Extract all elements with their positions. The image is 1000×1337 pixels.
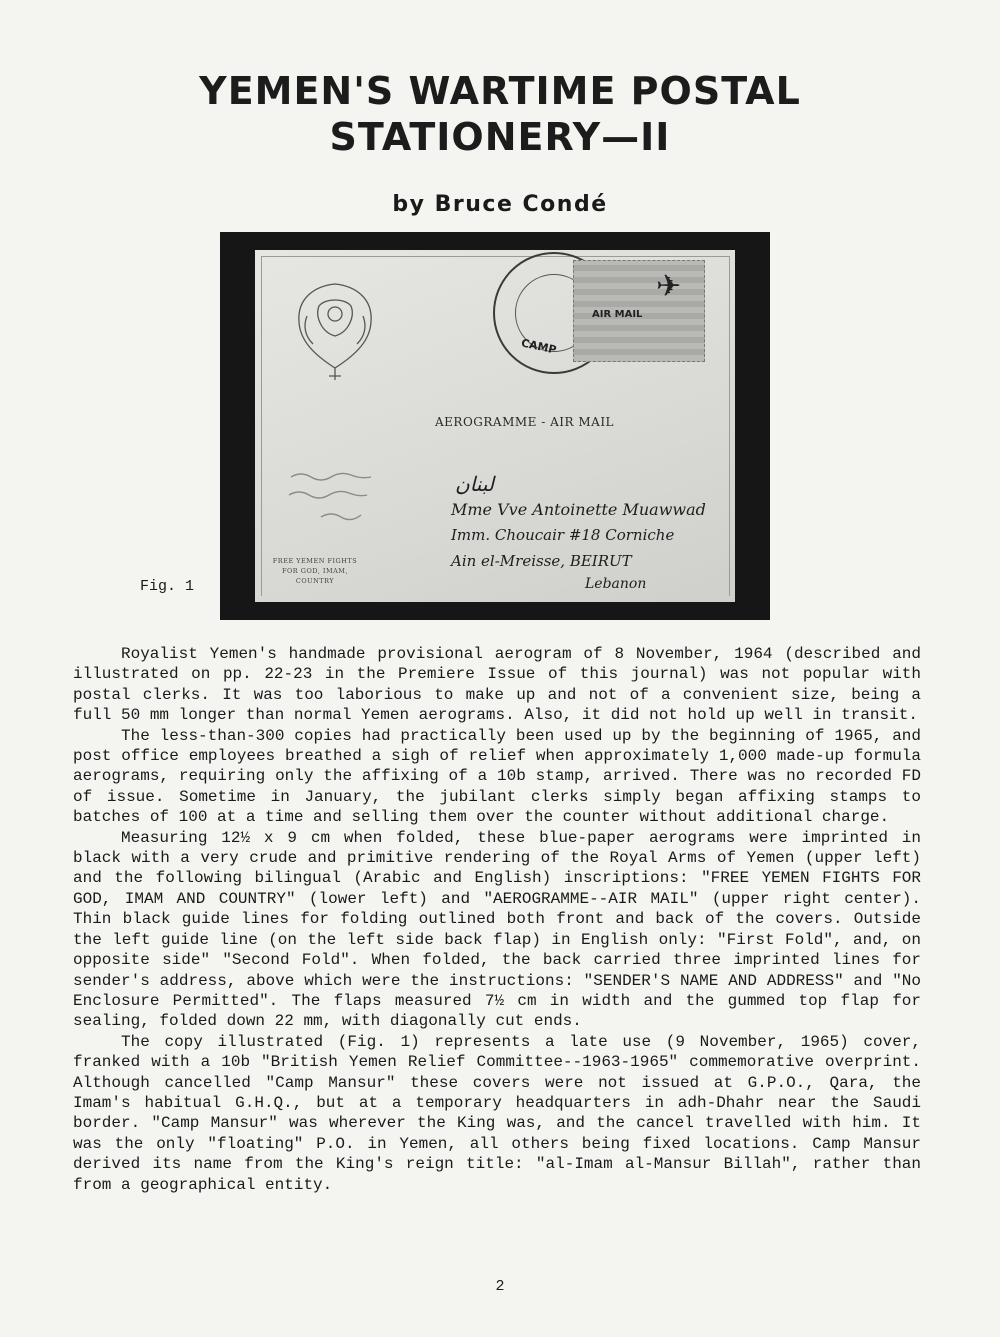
postmark-text: CAMP xyxy=(520,336,558,357)
guide-line-top xyxy=(261,256,729,257)
stamp-air-mail-text: AIR MAIL xyxy=(592,309,643,320)
relief-committee-stamp xyxy=(573,260,705,362)
figure-caption: Fig. 1 xyxy=(140,578,195,595)
aerogram-cover xyxy=(255,250,735,602)
address-line-country: Lebanon xyxy=(585,576,647,592)
address-line-city: Ain el-Mreisse, BEIRUT xyxy=(451,552,632,570)
paragraph: The less-than-300 copies had practically been used up by the beginning of 1965, and post office employees breathed a sigh of relief when approximately 1,000 made-up formula aerograms, requiring only the affixing of a 10b stamp, arrived. There was no recorded FD of issue. Sometime in January, the jubilant clerks simply began affixing stamps to batches of 100 at a time and selling them over the counter without additional charge. xyxy=(73,726,921,827)
figure-photo xyxy=(220,232,770,620)
byline: by Bruce Condé xyxy=(392,192,608,217)
paragraph: The copy illustrated (Fig. 1) represents a late use (9 November, 1965) cover, franked with a 10b "British Yemen Relief Committee--1963-1965" commemorative overprint. Although cancelled "Camp Mansur" these covers were not issued at G.P.O., Qara, the Imam's habitual G.H.Q., but at a temporary headquarters in adh-Dhahr near the Saudi border. "Camp Mansur" was wherever the King was, and the cancel travelled with him. It was the only "floating" P.O. in Yemen, all others being fixed locations. Camp Mansur derived its name from the King's reign title: "al-Imam al-Mansur Billah", rather than from a geographical entity. xyxy=(73,1032,921,1194)
address-line-arabic: لبنان xyxy=(455,472,494,496)
aerogramme-heading: AEROGRAMME - AIR MAIL xyxy=(435,415,615,429)
guide-line-left xyxy=(261,256,262,596)
article-title xyxy=(0,68,1000,160)
paragraph: Measuring 12½ x 9 cm when folded, these blue-paper aerograms were imprinted in black with a very crude and primitive rendering of the Royal Arms of Yemen (upper left) and the following bilingual (Arabic and English) inscriptions: "FREE YEMEN FIGHTS FOR GOD, IMAM AND COUNTRY" (lower left) and "AEROGRAMME--AIR MAIL" (upper right center). Thin black guide lines for folding outlined both front and back of the covers. Outside the left guide line (on the left side back flap) in English only: "First Fold", and, on opposite side" "Second Fold". When folded, the back carried three imprinted lines for sender's address, above which were the instructions: "SENDER'S NAME AND ADDRESS" and "No Enclosure Permitted". The flaps measured 7½ cm in width and the gummed top flap for sealing, folded down 22 mm, with diagonally cut ends. xyxy=(73,828,921,1031)
airplane-icon: ✈ xyxy=(656,269,682,304)
address-line-street: Imm. Choucair #18 Corniche xyxy=(451,526,675,544)
page-number: 2 xyxy=(495,1278,505,1295)
guide-line-right xyxy=(729,256,730,596)
free-yemen-imprint: FREE YEMEN FIGHTS FOR GOD, IMAM, COUNTRY xyxy=(272,557,358,585)
article-body xyxy=(73,644,921,1195)
address-line-name: Mme Vve Antoinette Muawwad xyxy=(451,500,706,519)
royal-arms-icon xyxy=(285,276,385,386)
paragraph: Royalist Yemen's handmade provisional aerogram of 8 November, 1964 (described and illustrated on pp. 22-23 in the Premiere Issue of this journal) was not popular with postal clerks. It was too laborious to make up and not of a convenient size, being a full 50 mm longer than normal Yemen aerograms. Also, it did not hold up well in transit. xyxy=(73,645,921,725)
arabic-inscription-icon xyxy=(271,465,381,540)
title-line-2: STATIONERY—II xyxy=(329,115,671,159)
title-line-1: YEMEN'S WARTIME POSTAL xyxy=(199,69,801,113)
